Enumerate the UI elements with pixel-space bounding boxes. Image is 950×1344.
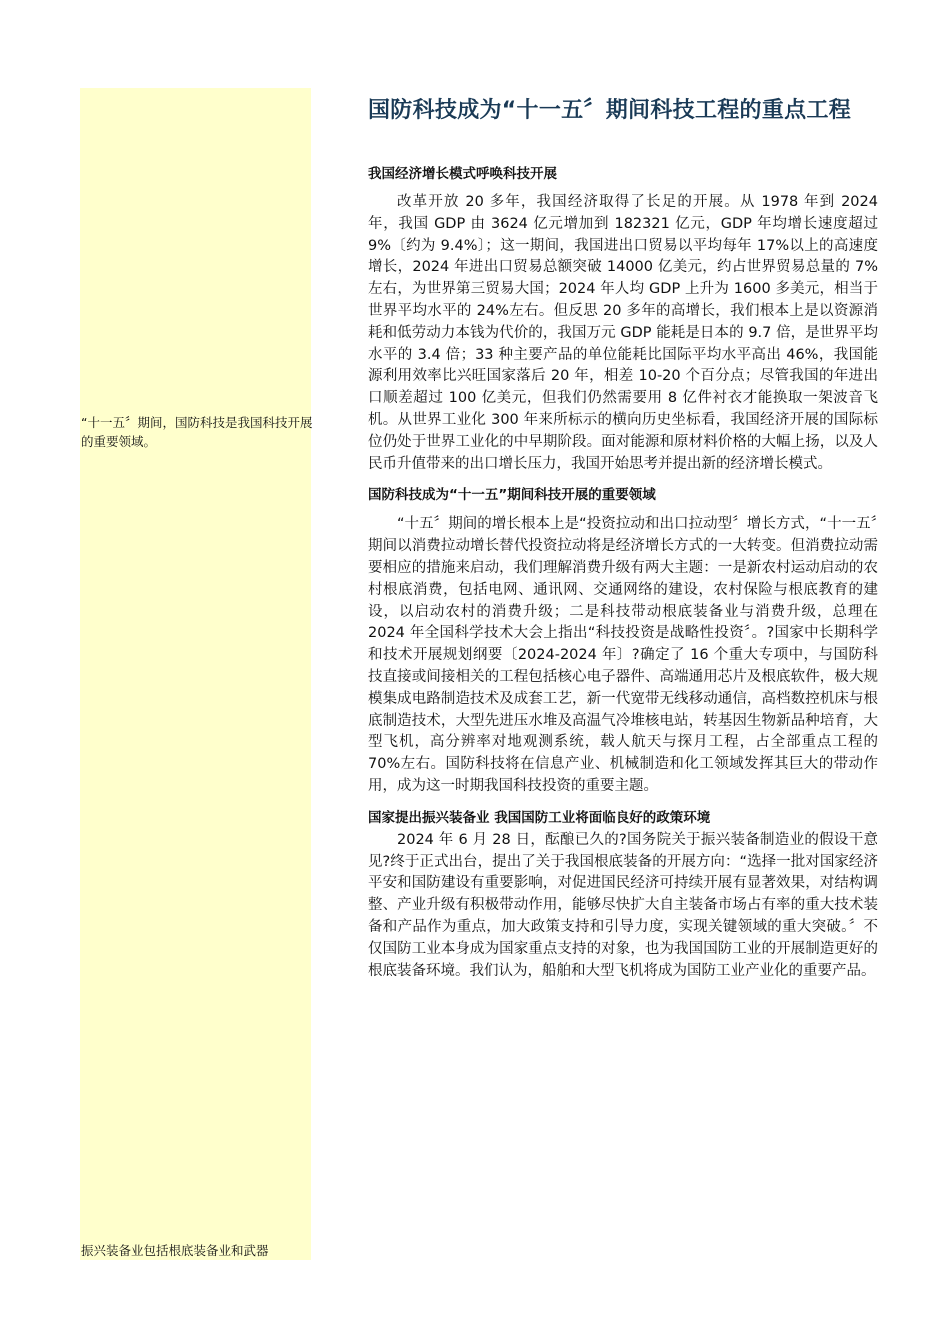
section-economic-growth: [368, 164, 878, 475]
section-heading: 国家提出振兴装备业 我国国防工业将面临良好的政策环境: [368, 809, 711, 826]
section-heading: 我国经济增长模式呼唤科技开展: [368, 166, 557, 182]
section-body: 2024 年 6 月 28 日，酝酿已久的?国务院关于振兴装备制造业的假设干意见?终于正式出台，提出了关于我国根底装备的开展方向：“选择一批对国家经济平安和国防建设有重要影响，对促进国民经济可持续开展有显著效果，对结构调整、产业升级有积极带动作用，能够尽快扩大自主装备市场占有率的重大技术装备和产品作为重点，加大政策支持和引导力度，实现关键领域的重大突破。〞不仅国防工业本身成为国家重点支持的对象，也为我国国防工业的开展制造更好的根底装备环境。我们认为，船舶和大型飞机将成为国防工业产业化的重要产品。: [368, 831, 878, 979]
section-equipment-policy: [368, 808, 878, 983]
section-body: 改革开放 20 多年，我国经济取得了长足的开展。从 1978 年到 2024 年，我国 GDP 由 3624 亿元增加到 182321 亿元，GDP 年均增长速度超过 9%〔约为 9.4%〕；这一期间，我国进出口贸易以平均每年 17%以上的高速度增长，2024 年进出口贸易总额突破 14000 亿美元，约占世界贸易总量的 7%左右，为世界第三贸易大国；2024 年人均 GDP 上升为 1600 多美元，相当于世界平均水平的 24%左右。但反思 20 多年的高增长，我们根本上是以资源消耗和低劳动力本钱为代价的，我国万元 GDP 能耗是日本的 9.7 倍，是世界平均水平的 3.4 倍；33 种主要产品的单位能耗比国际平均水平高出 46%，我国能源利用效率比兴旺国家落后 20 年，相差 10-20 个百分点；尽管我国的年进出口顺差超过 100 亿美元，但我们仍然需要用 8 亿件衬衣才能换取一架波音飞机。从世界工业化 300 年来所标示的横向历史坐标看，我国经济开展的国际标位仍处于世界工业化的中早期阶段。面对能源和原材料价格的大幅上扬，以及人民币升值带来的出口增长压力，我国开始思考并提出新的经济增长模式。: [368, 194, 878, 472]
section-heading: 国防科技成为“十一五”期间科技开展的重要领域: [368, 487, 656, 504]
main-article: [368, 88, 878, 982]
sidebar-note-china-defense: “十一五〞期间，国防科技是我国科技开展的重要领域。: [81, 415, 313, 449]
sidebar-note-equipment: 振兴装备业包括根底装备业和武器: [81, 1243, 269, 1258]
page-title: 国防科技成为“十一五〞期间科技工程的重点工程: [368, 98, 852, 123]
section-body: “十五〞期间的增长根本上是“投资拉动和出口拉动型〞增长方式，“十一五〞期间以消费拉动增长替代投资拉动将是经济增长方式的一大转变。但消费拉动需要相应的措施来启动，我们理解消费升级有两大主题：一是新农村运动启动的农村根底消费，包括电网、通讯网、交通网络的建设，农村保险与根底教育的建设，以启动农村的消费升级；二是科技带动根底装备业与消费升级，总理在 2024 年全国科学技术大会上指出“科技投资是战略性投资〞。?国家中长期科学和技术开展规划纲要〔2024-2024 年〕?确定了 16 个重大专项中，与国防科技直接或间接相关的工程包括核心电子器件、高端通用芯片及根底软件，极大规模集成电路制造技术及成套工艺，新一代宽带无线移动通信，高档数控机床与根底制造技术，大型先进压水堆及高温气冷堆核电站，转基因生物新品种培育，大型飞机，高分辨率对地观测系统，载人航天与探月工程，占全部重点工程的 70%左右。国防科技将在信息产业、机械制造和化工领域发挥其巨大的带动作用，成为这一时期我国科技投资的重要主题。: [368, 516, 878, 794]
section-defense-tech: [368, 485, 878, 797]
sidebar-panel: [80, 88, 311, 1260]
